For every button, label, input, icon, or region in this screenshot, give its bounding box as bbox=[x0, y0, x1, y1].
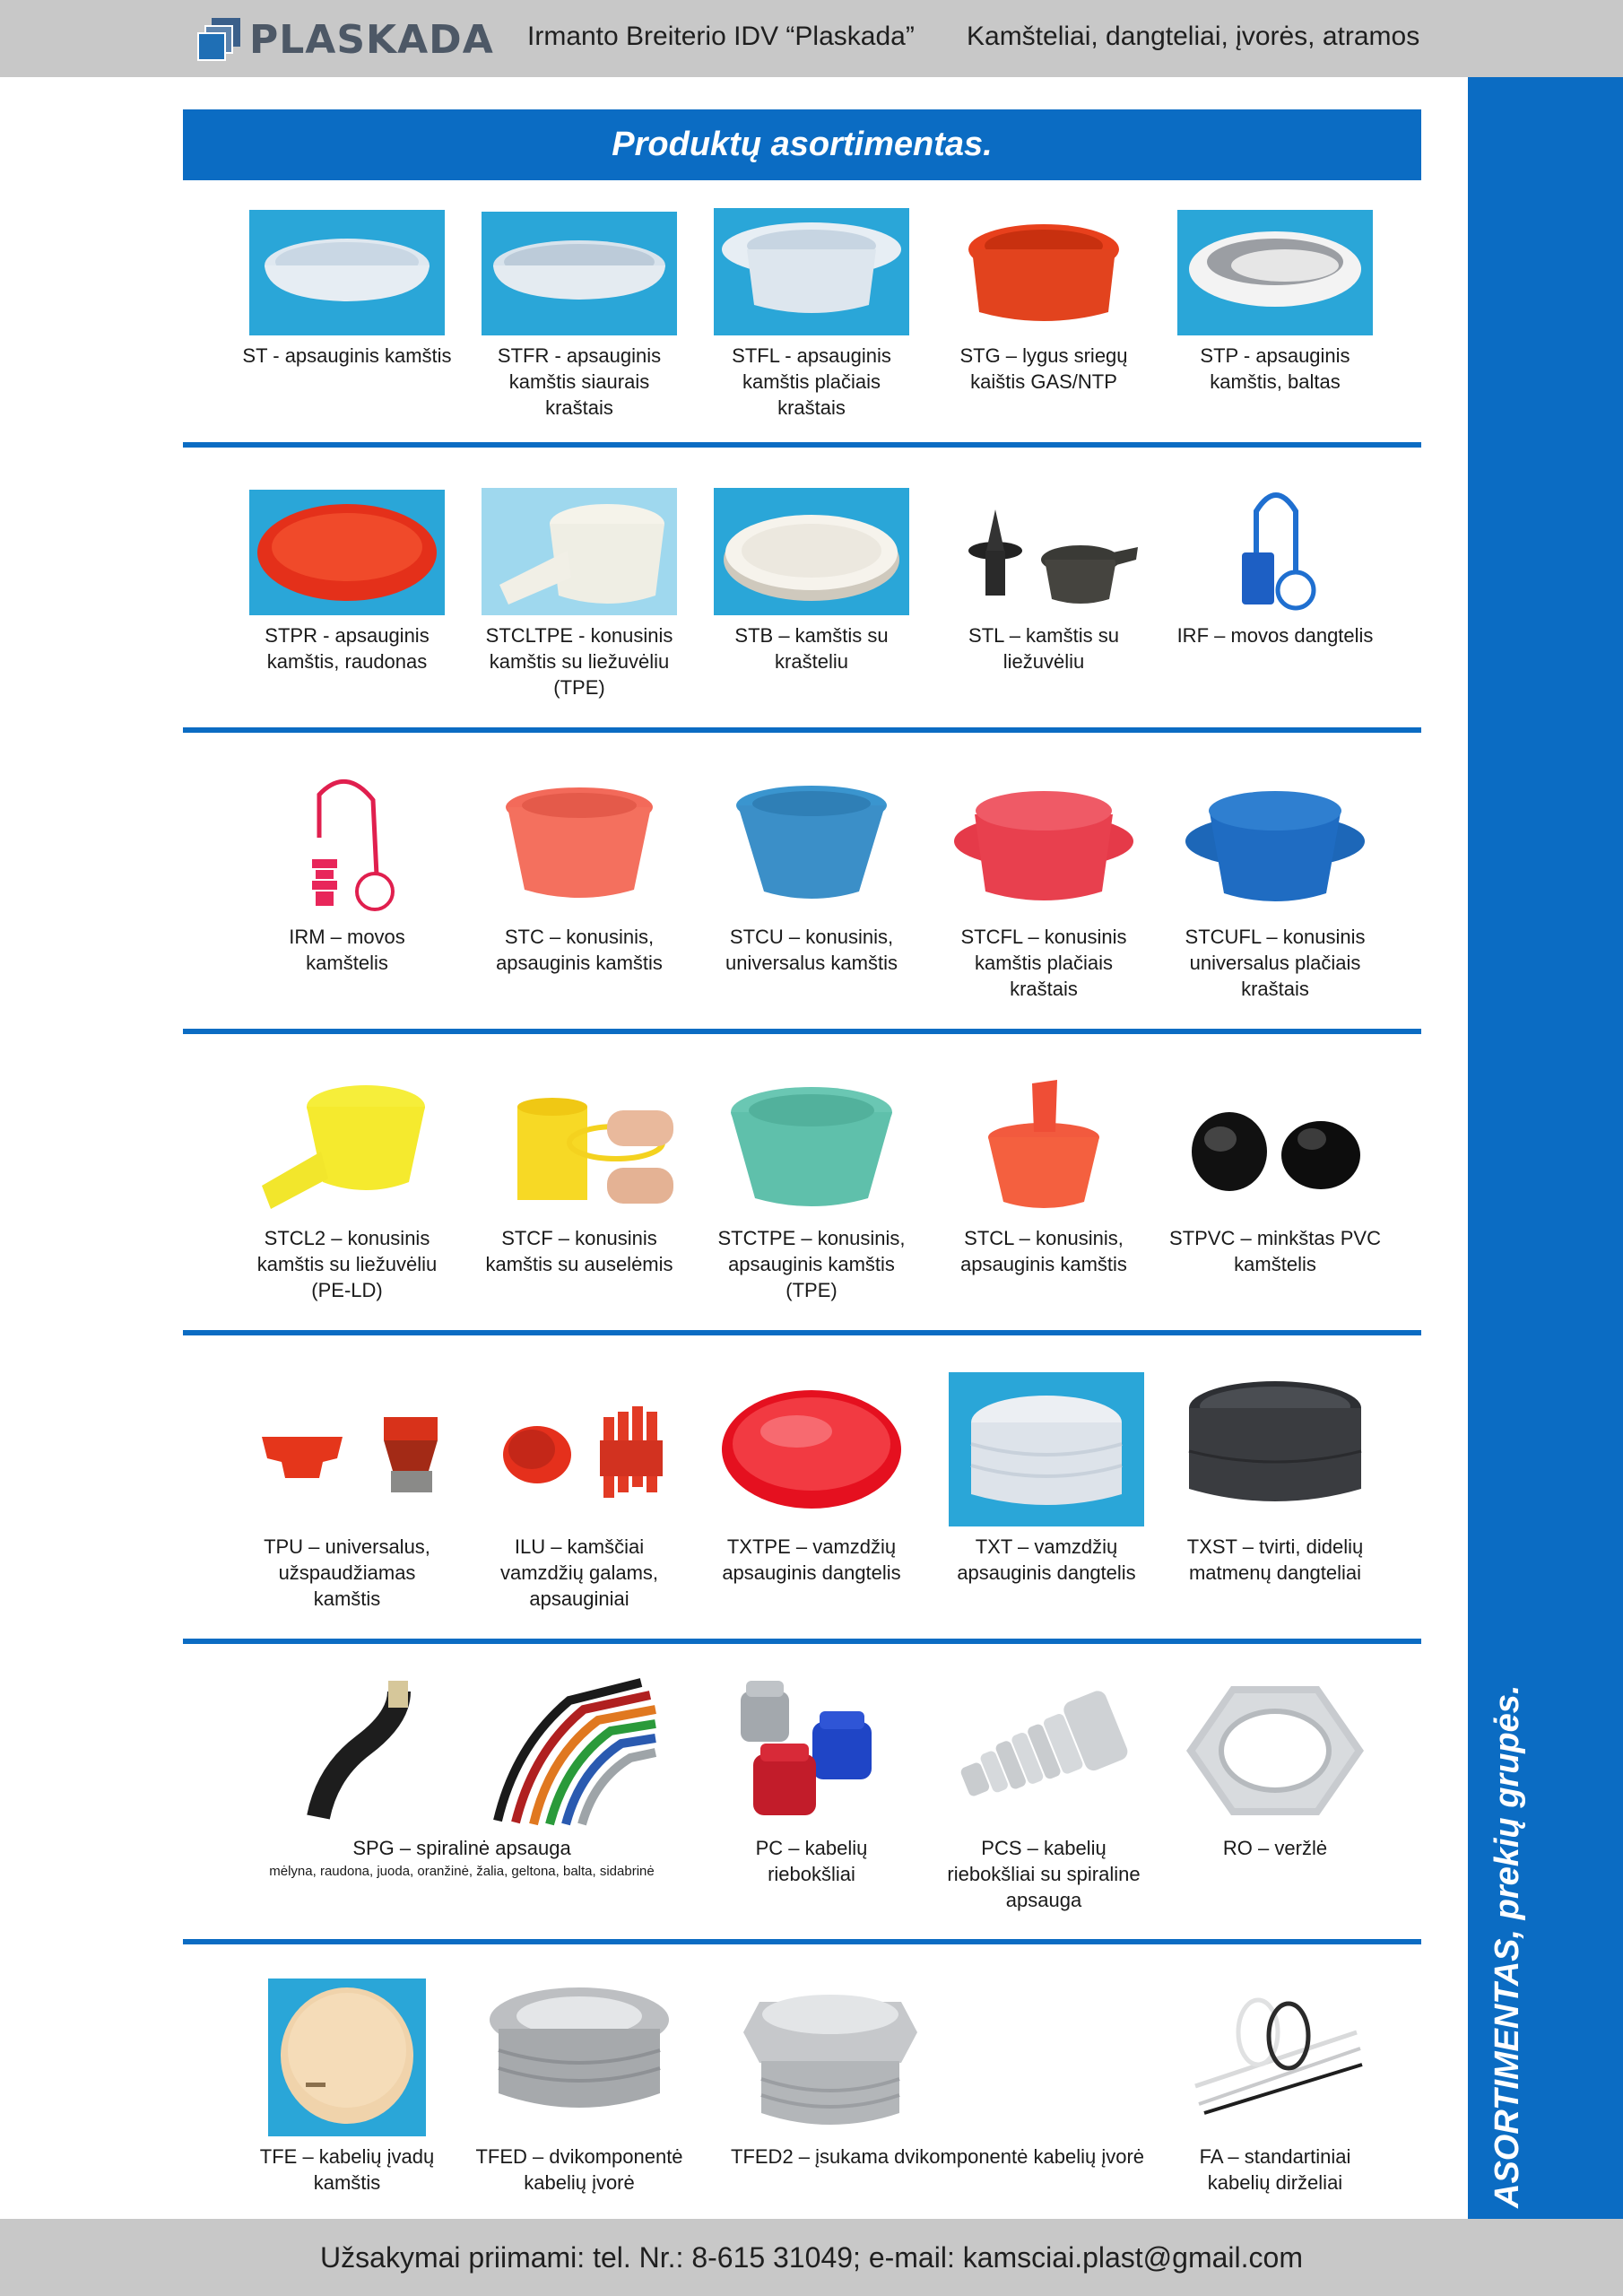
product-caption: STB – kamštis su krašteliu bbox=[734, 624, 889, 673]
product-card-txtpe bbox=[695, 1372, 928, 1586]
product-photo bbox=[249, 210, 445, 335]
sidebar-title: ASORTIMENTAS, prekių grupės. bbox=[1488, 1684, 1526, 2208]
row-divider bbox=[183, 1639, 1421, 1644]
product-caption: STPR - apsauginis kamštis, raudonas bbox=[265, 624, 430, 673]
product-caption: STFL - apsauginis kamštis plačiais kraštais bbox=[732, 344, 891, 419]
product-photo bbox=[714, 1372, 909, 1526]
row-divider bbox=[183, 442, 1421, 448]
product-card-stcufl bbox=[1159, 775, 1392, 1002]
row-divider bbox=[183, 727, 1421, 733]
product-card-stcu bbox=[695, 775, 928, 976]
product-card-pcs bbox=[927, 1674, 1160, 1913]
product-photo bbox=[1177, 1979, 1373, 2136]
product-photo bbox=[482, 488, 677, 615]
product-caption: PC – kabelių riebokšliai bbox=[755, 1837, 868, 1885]
product-caption: STCF – konusinis kamštis su auselėmis bbox=[485, 1227, 673, 1275]
product-card-stc bbox=[463, 775, 696, 976]
product-caption: ILU – kamščiai vamzdžių galams, apsauginiai bbox=[499, 1535, 659, 1610]
product-card-tfed2 bbox=[695, 1979, 1197, 2170]
product-card-stl bbox=[927, 488, 1160, 674]
logo bbox=[195, 16, 494, 63]
product-card-stfl bbox=[695, 208, 928, 421]
product-photo bbox=[714, 208, 909, 335]
product-photo bbox=[946, 775, 1141, 917]
product-caption: SPG – spiralinė apsauga bbox=[352, 1837, 571, 1859]
product-caption: STP - apsauginis kamštis, baltas bbox=[1200, 344, 1350, 393]
product-caption: ST - apsauginis kamštis bbox=[242, 344, 452, 367]
product-photo bbox=[268, 1979, 426, 2136]
product-card-stg bbox=[927, 213, 1160, 395]
row-divider bbox=[183, 1939, 1421, 1944]
page-title: Produktų asortimentas. bbox=[612, 126, 993, 163]
product-caption: PCS – kabelių riebokšliai su spiraline apsauga bbox=[947, 1837, 1141, 1911]
product-photo bbox=[1177, 1372, 1373, 1526]
logo-icon bbox=[195, 16, 242, 63]
product-card-tfe bbox=[230, 1979, 464, 2196]
product-card-stb bbox=[695, 488, 928, 674]
product-card-stcl2 bbox=[230, 1076, 464, 1303]
header-tagline: Kamšteliai, dangteliai, įvorės, atramos bbox=[967, 22, 1420, 51]
product-photo bbox=[733, 1979, 928, 2136]
product-caption: STCFL – konusinis kamštis plačiais kraštais bbox=[960, 926, 1127, 1000]
product-caption: STPVC – minkštas PVC kamštelis bbox=[1169, 1227, 1381, 1275]
logo-text: PLASKADA bbox=[249, 16, 494, 63]
product-card-stp bbox=[1159, 210, 1392, 395]
product-photo bbox=[265, 1674, 659, 1828]
spg-color-list: mėlyna, raudona, juoda, oranžinė, žalia, geltona, balta, sidabrinė bbox=[269, 1864, 655, 1879]
product-photo bbox=[482, 1979, 677, 2136]
row-divider bbox=[183, 1330, 1421, 1335]
product-caption: STG – lygus sriegų kaištis GAS/NTP bbox=[959, 344, 1128, 393]
product-photo bbox=[714, 1674, 909, 1828]
product-card-pc bbox=[695, 1674, 928, 1887]
product-caption: STCTPE – konusinis, apsauginis kamštis (TPE) bbox=[717, 1227, 906, 1301]
product-card-ro bbox=[1159, 1674, 1392, 1861]
company-name: Irmanto Breiterio IDV “Plaskada” bbox=[527, 22, 915, 51]
product-card-txt bbox=[949, 1372, 1144, 1586]
product-caption: IRF – movos dangtelis bbox=[1176, 624, 1374, 647]
product-photo bbox=[1177, 1076, 1373, 1218]
product-card-tpu bbox=[230, 1372, 464, 1612]
product-card-spg bbox=[242, 1674, 681, 1881]
product-card-stctpe bbox=[695, 1076, 928, 1303]
product-caption: STCL2 – konusinis kamštis su liežuvėliu (PE-LD) bbox=[256, 1227, 438, 1301]
product-photo bbox=[946, 1674, 1141, 1828]
product-caption: STC – konusinis, apsauginis kamštis bbox=[496, 926, 663, 974]
product-caption: IRM – movos kamštelis bbox=[289, 926, 405, 974]
product-photo bbox=[482, 1080, 677, 1218]
product-photo bbox=[1177, 1674, 1373, 1828]
product-photo bbox=[482, 775, 677, 917]
product-caption: TFED2 – įsukama dvikomponentė kabelių įvorė bbox=[731, 2145, 1145, 2168]
product-caption: TPU – universalus, užspaudžiamas kamštis bbox=[264, 1535, 430, 1610]
product-caption: TXT – vamzdžių apsauginis dangtelis bbox=[957, 1535, 1136, 1584]
product-card-stfr bbox=[463, 212, 696, 421]
product-card-stcf bbox=[463, 1080, 696, 1277]
section-banner bbox=[183, 109, 1421, 180]
product-photo bbox=[946, 213, 1141, 335]
product-photo bbox=[946, 1076, 1141, 1218]
product-caption: TFED – dvikomponentė kabelių įvorė bbox=[475, 2145, 683, 2194]
product-photo bbox=[249, 490, 445, 615]
product-caption: TXTPE – vamzdžių apsauginis dangtelis bbox=[722, 1535, 901, 1584]
product-photo bbox=[949, 1372, 1144, 1526]
product-photo bbox=[249, 1076, 445, 1218]
product-photo bbox=[1177, 484, 1373, 615]
product-card-stcl bbox=[927, 1076, 1160, 1277]
product-card-tfed bbox=[463, 1979, 696, 2196]
product-photo bbox=[249, 773, 445, 917]
product-card-txst bbox=[1159, 1372, 1392, 1586]
product-caption: STL – kamštis su liežuvėliu bbox=[968, 624, 1119, 673]
row-divider bbox=[183, 1029, 1421, 1034]
product-caption: TFE – kabelių įvadų kamštis bbox=[259, 2145, 435, 2194]
product-card-irf bbox=[1159, 484, 1392, 648]
product-caption: TXST – tvirti, didelių matmenų dangteliai bbox=[1186, 1535, 1364, 1584]
product-photo bbox=[714, 1076, 909, 1218]
product-card-st bbox=[230, 210, 464, 369]
product-caption: FA – standartiniai kabelių dirželiai bbox=[1199, 2145, 1351, 2194]
product-photo bbox=[249, 1372, 445, 1526]
product-card-stpr bbox=[230, 490, 464, 674]
footer-bar bbox=[0, 2219, 1623, 2296]
product-photo bbox=[1177, 775, 1373, 917]
product-photo bbox=[1177, 210, 1373, 335]
product-card-ilu bbox=[463, 1372, 696, 1612]
product-caption: STFR - apsauginis kamštis siaurais kraštais bbox=[497, 344, 662, 419]
product-card-fa bbox=[1159, 1979, 1392, 2196]
product-caption: STCLTPE - konusinis kamštis su liežuvėliu (TPE) bbox=[485, 624, 673, 699]
product-photo bbox=[482, 1372, 677, 1526]
product-card-irm bbox=[230, 773, 464, 976]
contact-info: Užsakymai priimami: tel. Nr.: 8-615 31049; e-mail: kamsciai.plast@gmail.com bbox=[320, 2240, 1303, 2274]
product-caption: STCL – konusinis, apsauginis kamštis bbox=[960, 1227, 1127, 1275]
product-photo bbox=[714, 488, 909, 615]
product-card-stpvc bbox=[1159, 1076, 1392, 1277]
product-photo bbox=[946, 488, 1141, 615]
product-caption: STCUFL – konusinis universalus plačiais kraštais bbox=[1185, 926, 1366, 1000]
product-caption: STCU – konusinis, universalus kamštis bbox=[725, 926, 898, 974]
product-photo bbox=[714, 775, 909, 917]
product-caption: RO – veržlė bbox=[1222, 1837, 1328, 1859]
product-photo bbox=[482, 212, 677, 335]
product-card-stcfl bbox=[927, 775, 1160, 1002]
product-card-stcltpe bbox=[463, 488, 696, 700]
